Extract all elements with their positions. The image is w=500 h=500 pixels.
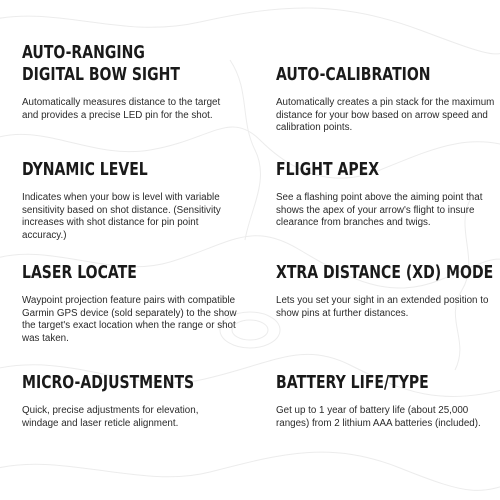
feature-flight-apex: [276, 159, 500, 230]
feature-description: Quick, precise adjustments for elevation, windage and laser reticle alignment.: [22, 405, 199, 429]
feature-title: [22, 159, 190, 181]
feature-description: Automatically measures distance to the target and provides a precise LED pin for the shot.: [22, 97, 221, 121]
feature-title-line: AUTO-RANGING: [22, 42, 145, 63]
feature-title: [276, 64, 454, 86]
feature-description: Lets you set your sight in an extended position to show pins at further distances.: [276, 295, 489, 319]
feature-title-line: DIGITAL BOW SIGHT: [22, 64, 181, 85]
feature-xtra-distance-mode: [276, 262, 500, 320]
feature-description: Get up to 1 year of battery life (about 25,000 ranges) from 2 lithium AAA batteries (included).: [276, 405, 481, 429]
feature-description: Waypoint projection feature pairs with compatible Garmin GPS device (sold separately) to the show the target's exact location when the range or shot was taken.: [22, 295, 237, 344]
feature-title: [276, 159, 454, 181]
feature-title-line: AUTO-CALIBRATION: [276, 64, 431, 85]
feature-title-line: DYNAMIC LEVEL: [22, 159, 148, 180]
feature-description: Indicates when your bow is level with variable sensitivity based on shot distance. (Sensitivity increases with shot distance for pin point accuracy.): [22, 192, 221, 241]
feature-title-line: FLIGHT APEX: [276, 159, 380, 180]
feature-auto-calibration: [276, 64, 500, 135]
feature-micro-adjustments: [22, 372, 237, 430]
feature-title-line: LASER LOCATE: [22, 262, 137, 283]
feature-title-line: BATTERY LIFE/TYPE: [276, 372, 429, 393]
feature-laser-locate: [22, 262, 237, 345]
feature-auto-ranging: [22, 42, 237, 122]
feature-title-line: XTRA DISTANCE (XD) MODE: [276, 262, 494, 283]
feature-dynamic-level: [22, 159, 237, 242]
feature-description: Automatically creates a pin stack for the maximum distance for your bow based on arrow speed and calibration points.: [276, 97, 495, 134]
feature-title: [276, 372, 454, 394]
feature-title-line: MICRO-ADJUSTMENTS: [22, 372, 195, 393]
feature-title: [276, 262, 494, 284]
feature-title: [22, 262, 190, 284]
feature-battery-life: [276, 372, 500, 430]
feature-description: See a flashing point above the aiming point that shows the apex of your arrow's flight to insure clearance from branches and twigs.: [276, 192, 483, 229]
feature-title: [22, 372, 195, 394]
feature-title: [22, 42, 190, 86]
